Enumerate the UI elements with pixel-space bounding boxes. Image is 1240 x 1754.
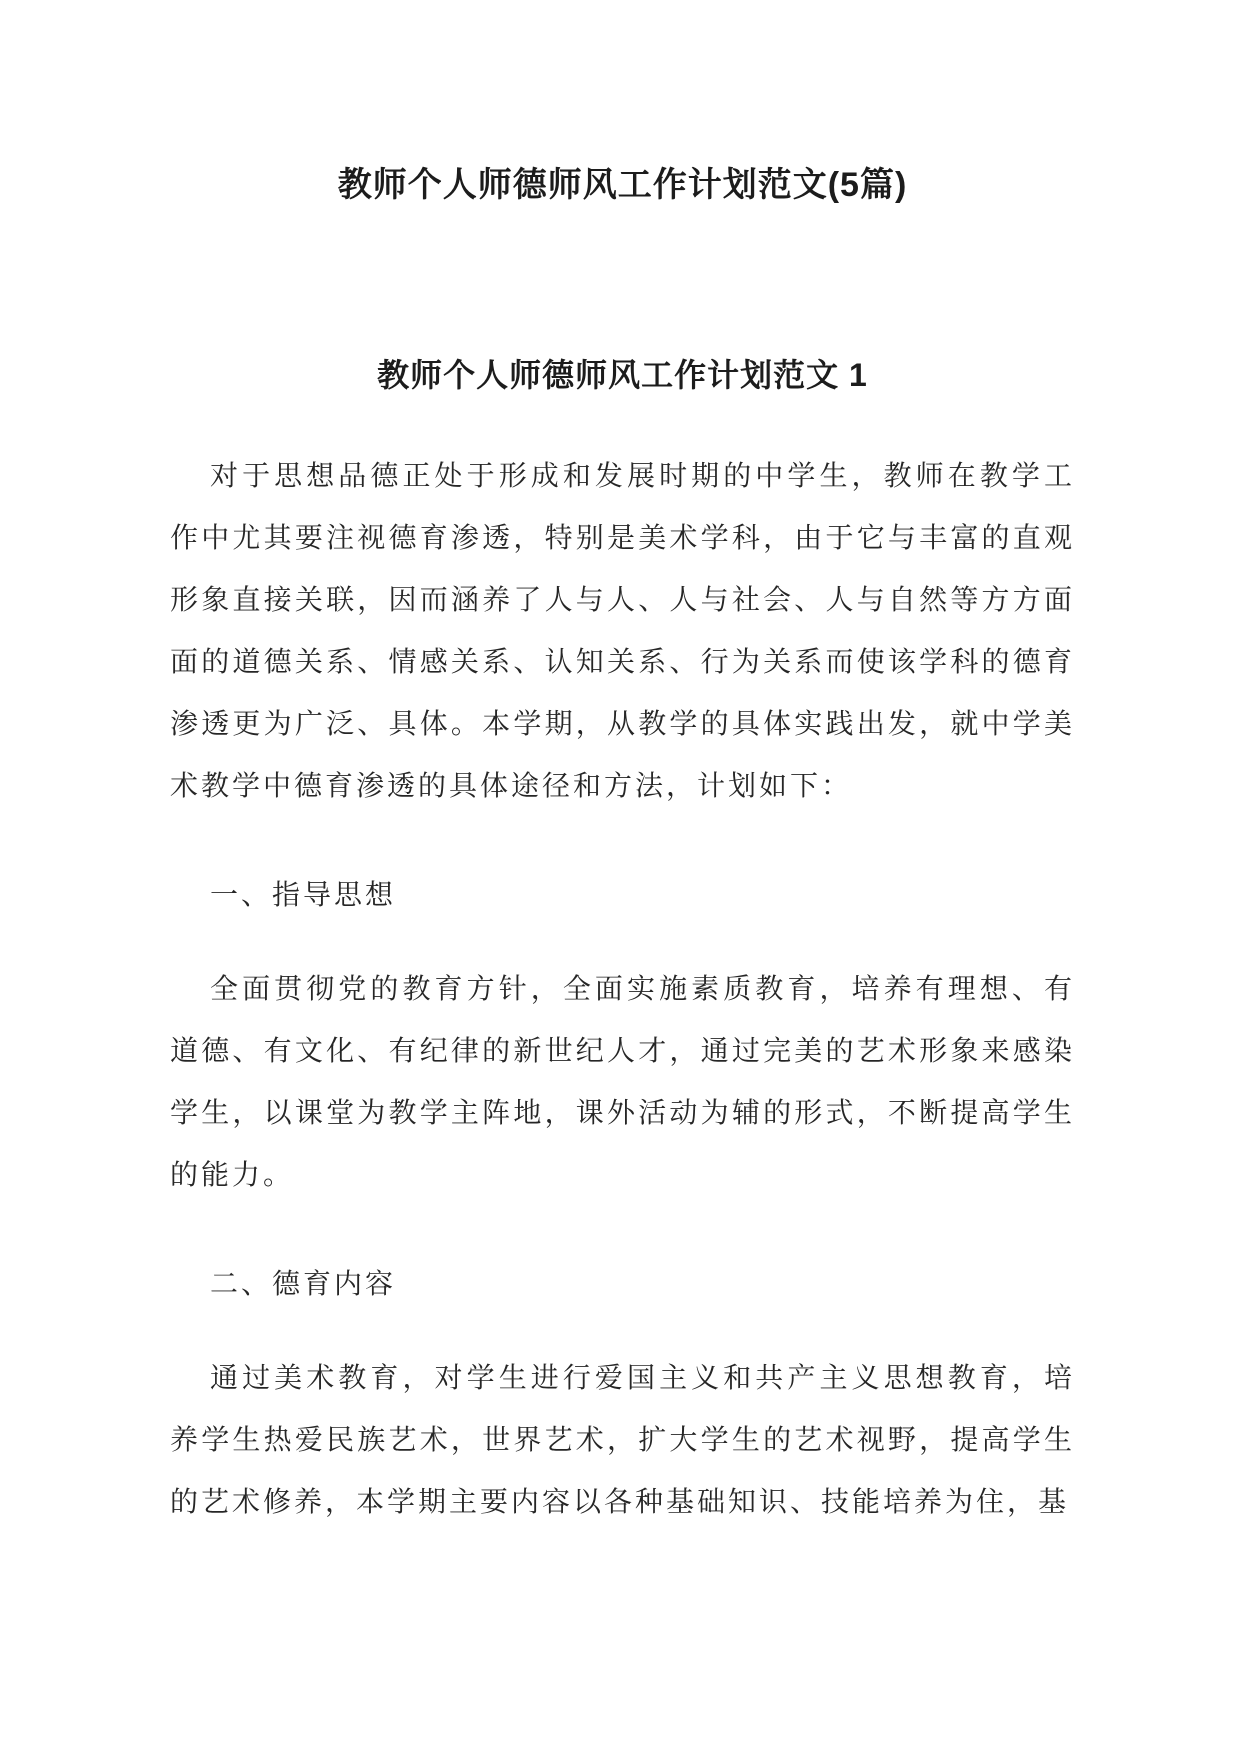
document-section-title: 教师个人师德师风工作计划范文 1 bbox=[377, 357, 868, 393]
section-heading: 一、指导思想 bbox=[210, 879, 397, 910]
document-main-title: 教师个人师德师风工作计划范文(5篇) bbox=[337, 166, 908, 204]
document-body bbox=[170, 445, 1075, 1533]
paragraph: 通过美术教育，对学生进行爱国主义和共产主义思想教育，培养学生热爱民族艺术，世界艺术，扩大学生的艺术视野，提高学生的艺术修养，本学期主要内容以各种基础知识、技能培养为住，基 bbox=[170, 1362, 1075, 1517]
section-heading: 二、德育内容 bbox=[210, 1268, 397, 1299]
paragraph: 全面贯彻党的教育方针，全面实施素质教育，培养有理想、有道德、有文化、有纪律的新世纪人才，通过完美的艺术形象来感染学生，以课堂为教学主阵地，课外活动为辅的形式，不断提高学生的能力。 bbox=[170, 973, 1075, 1190]
paragraph: 对于思想品德正处于形成和发展时期的中学生，教师在教学工作中尤其要注视德育渗透，特别是美术学科，由于它与丰富的直观形象直接关联，因而涵养了人与人、人与社会、人与自然等方方面面的道德关系、情感关系、认知关系、行为关系而使该学科的德育渗透更为广泛、具体。本学期，从教学的具体实践出发，就中学美术教学中德育渗透的具体途径和方法，计划如下： bbox=[170, 460, 1075, 801]
